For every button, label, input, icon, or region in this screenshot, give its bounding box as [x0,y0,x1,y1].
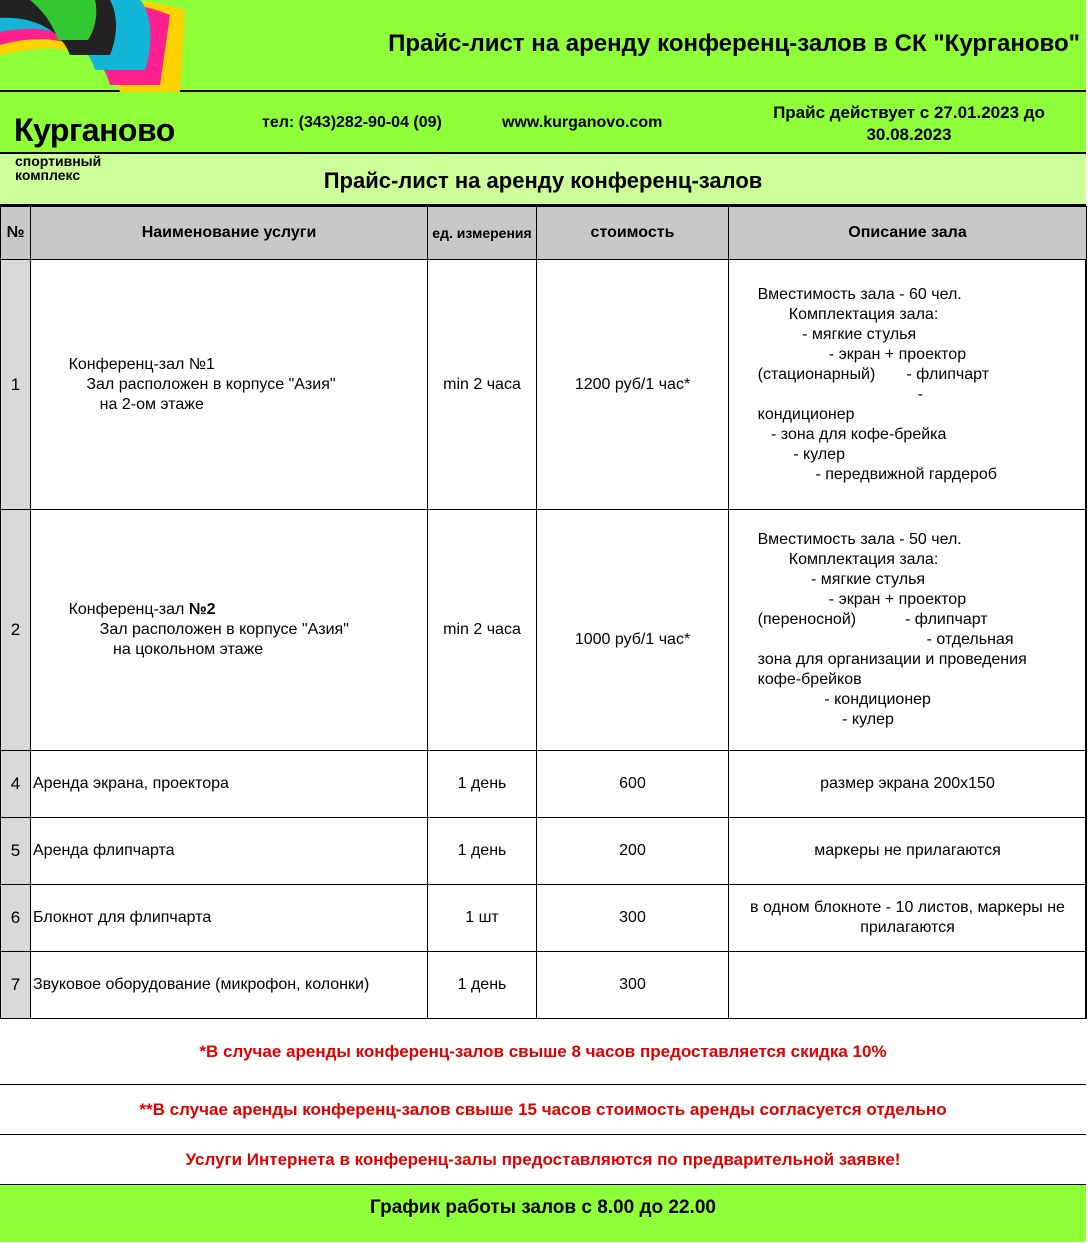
row-price: 300 [537,952,729,1019]
row-num: 7 [1,952,31,1019]
website-link[interactable]: www.kurganovo.com [502,114,663,131]
row-desc: размер экрана 200х150 [729,751,1087,818]
row-name: Аренда экрана, проектора [31,751,428,818]
row-price: 1000 руб/1 час* [537,510,729,751]
row-price: 1200 руб/1 час* [537,260,729,510]
row-name-rest: Зал расположен в корпусе "Азия" на цокольном этаже [99,621,349,658]
row-unit: 1 день [428,751,537,818]
row-unit: 1 день [428,818,537,885]
section-title: Прайс-лист на аренду конференц-залов [323,168,763,193]
long-rent-note: **В случае аренды конференц-залов свыше 15 часов стоимость аренды согласуется отдельно [0,1084,1086,1134]
row-price: 600 [537,751,729,818]
logo-wordmark: Курганово [14,112,175,148]
validity-line-1: Прайс действует с 27.01.2023 до [773,103,1045,122]
table-header-row [1,207,1087,260]
table-row [1,751,1087,818]
logo-subtitle-1: спортивный [15,153,102,169]
validity-period [740,102,1078,146]
header-num: № [1,207,31,260]
header-name: Наименование услуги [31,207,428,260]
price-table [0,206,1087,1019]
phone-number: тел: (343)282-90-04 (09) [262,114,442,131]
row-unit: min 2 часа [428,510,537,751]
validity-line-2: 30.08.2023 [866,125,952,144]
row-desc: в одном блокноте - 10 листов, маркеры не прилагаются [729,885,1087,952]
table-row [1,885,1087,952]
header-desc: Описание зала [729,207,1087,260]
row-num: 1 [1,260,31,510]
table-row [1,510,1087,751]
row-name: Звуковое оборудование (микрофон, колонки) [31,952,428,1019]
header-price: стоимость [537,207,729,260]
row-desc: Вместимость зала - 60 чел. Комплектация зала: - мягкие стулья - экран + проектор (стационарный) - флипчарт - кондиционер - зона для кофе-брейка - кулер - передвижной гардероб [729,260,1087,510]
schedule-footer: График работы залов с 8.00 до 22.00 [0,1184,1086,1242]
subtitle-bar [0,154,1086,206]
row-desc [729,952,1087,1019]
row-num: 5 [1,818,31,885]
contact-bar [0,92,1086,154]
table-row [1,952,1087,1019]
row-num: 6 [1,885,31,952]
row-desc: маркеры не прилагаются [729,818,1087,885]
row-name: Конференц-зал №1 Зал расположен в корпусе "Азия" на 2-ом этаже [31,260,428,510]
row-num: 2 [1,510,31,751]
row-name [31,510,428,751]
row-price: 200 [537,818,729,885]
table-row [1,260,1087,510]
discount-note: *В случае аренды конференц-залов свыше 8 часов предоставляется скидка 10% [0,1018,1086,1084]
row-unit: min 2 часа [428,260,537,510]
row-unit: 1 шт [428,885,537,952]
row-name-bold: №2 [188,601,216,618]
table-row [1,818,1087,885]
internet-note: Услуги Интернета в конференц-залы предоставляются по предварительной заявке! [0,1134,1086,1184]
row-name: Блокнот для флипчарта [31,885,428,952]
row-name-prefix: Конференц-зал [33,601,189,618]
logo-subtitle-2: комплекс [15,167,81,183]
row-price: 300 [537,885,729,952]
row-name: Аренда флипчарта [31,818,428,885]
row-num: 4 [1,751,31,818]
title-bar [0,0,1086,92]
kurganovo-ribbon-logo [0,0,190,92]
page-title: Прайс-лист на аренду конференц-залов в СК "Курганово" [388,30,1080,57]
row-unit: 1 день [428,952,537,1019]
row-desc: Вместимость зала - 50 чел. Комплектация зала: - мягкие стулья - экран + проектор (переносной) - флипчарт - отдельная зона для организации и проведения кофе-брейков - кондиционер - кулер [729,510,1087,751]
header-unit: ед. измерения [428,207,537,260]
